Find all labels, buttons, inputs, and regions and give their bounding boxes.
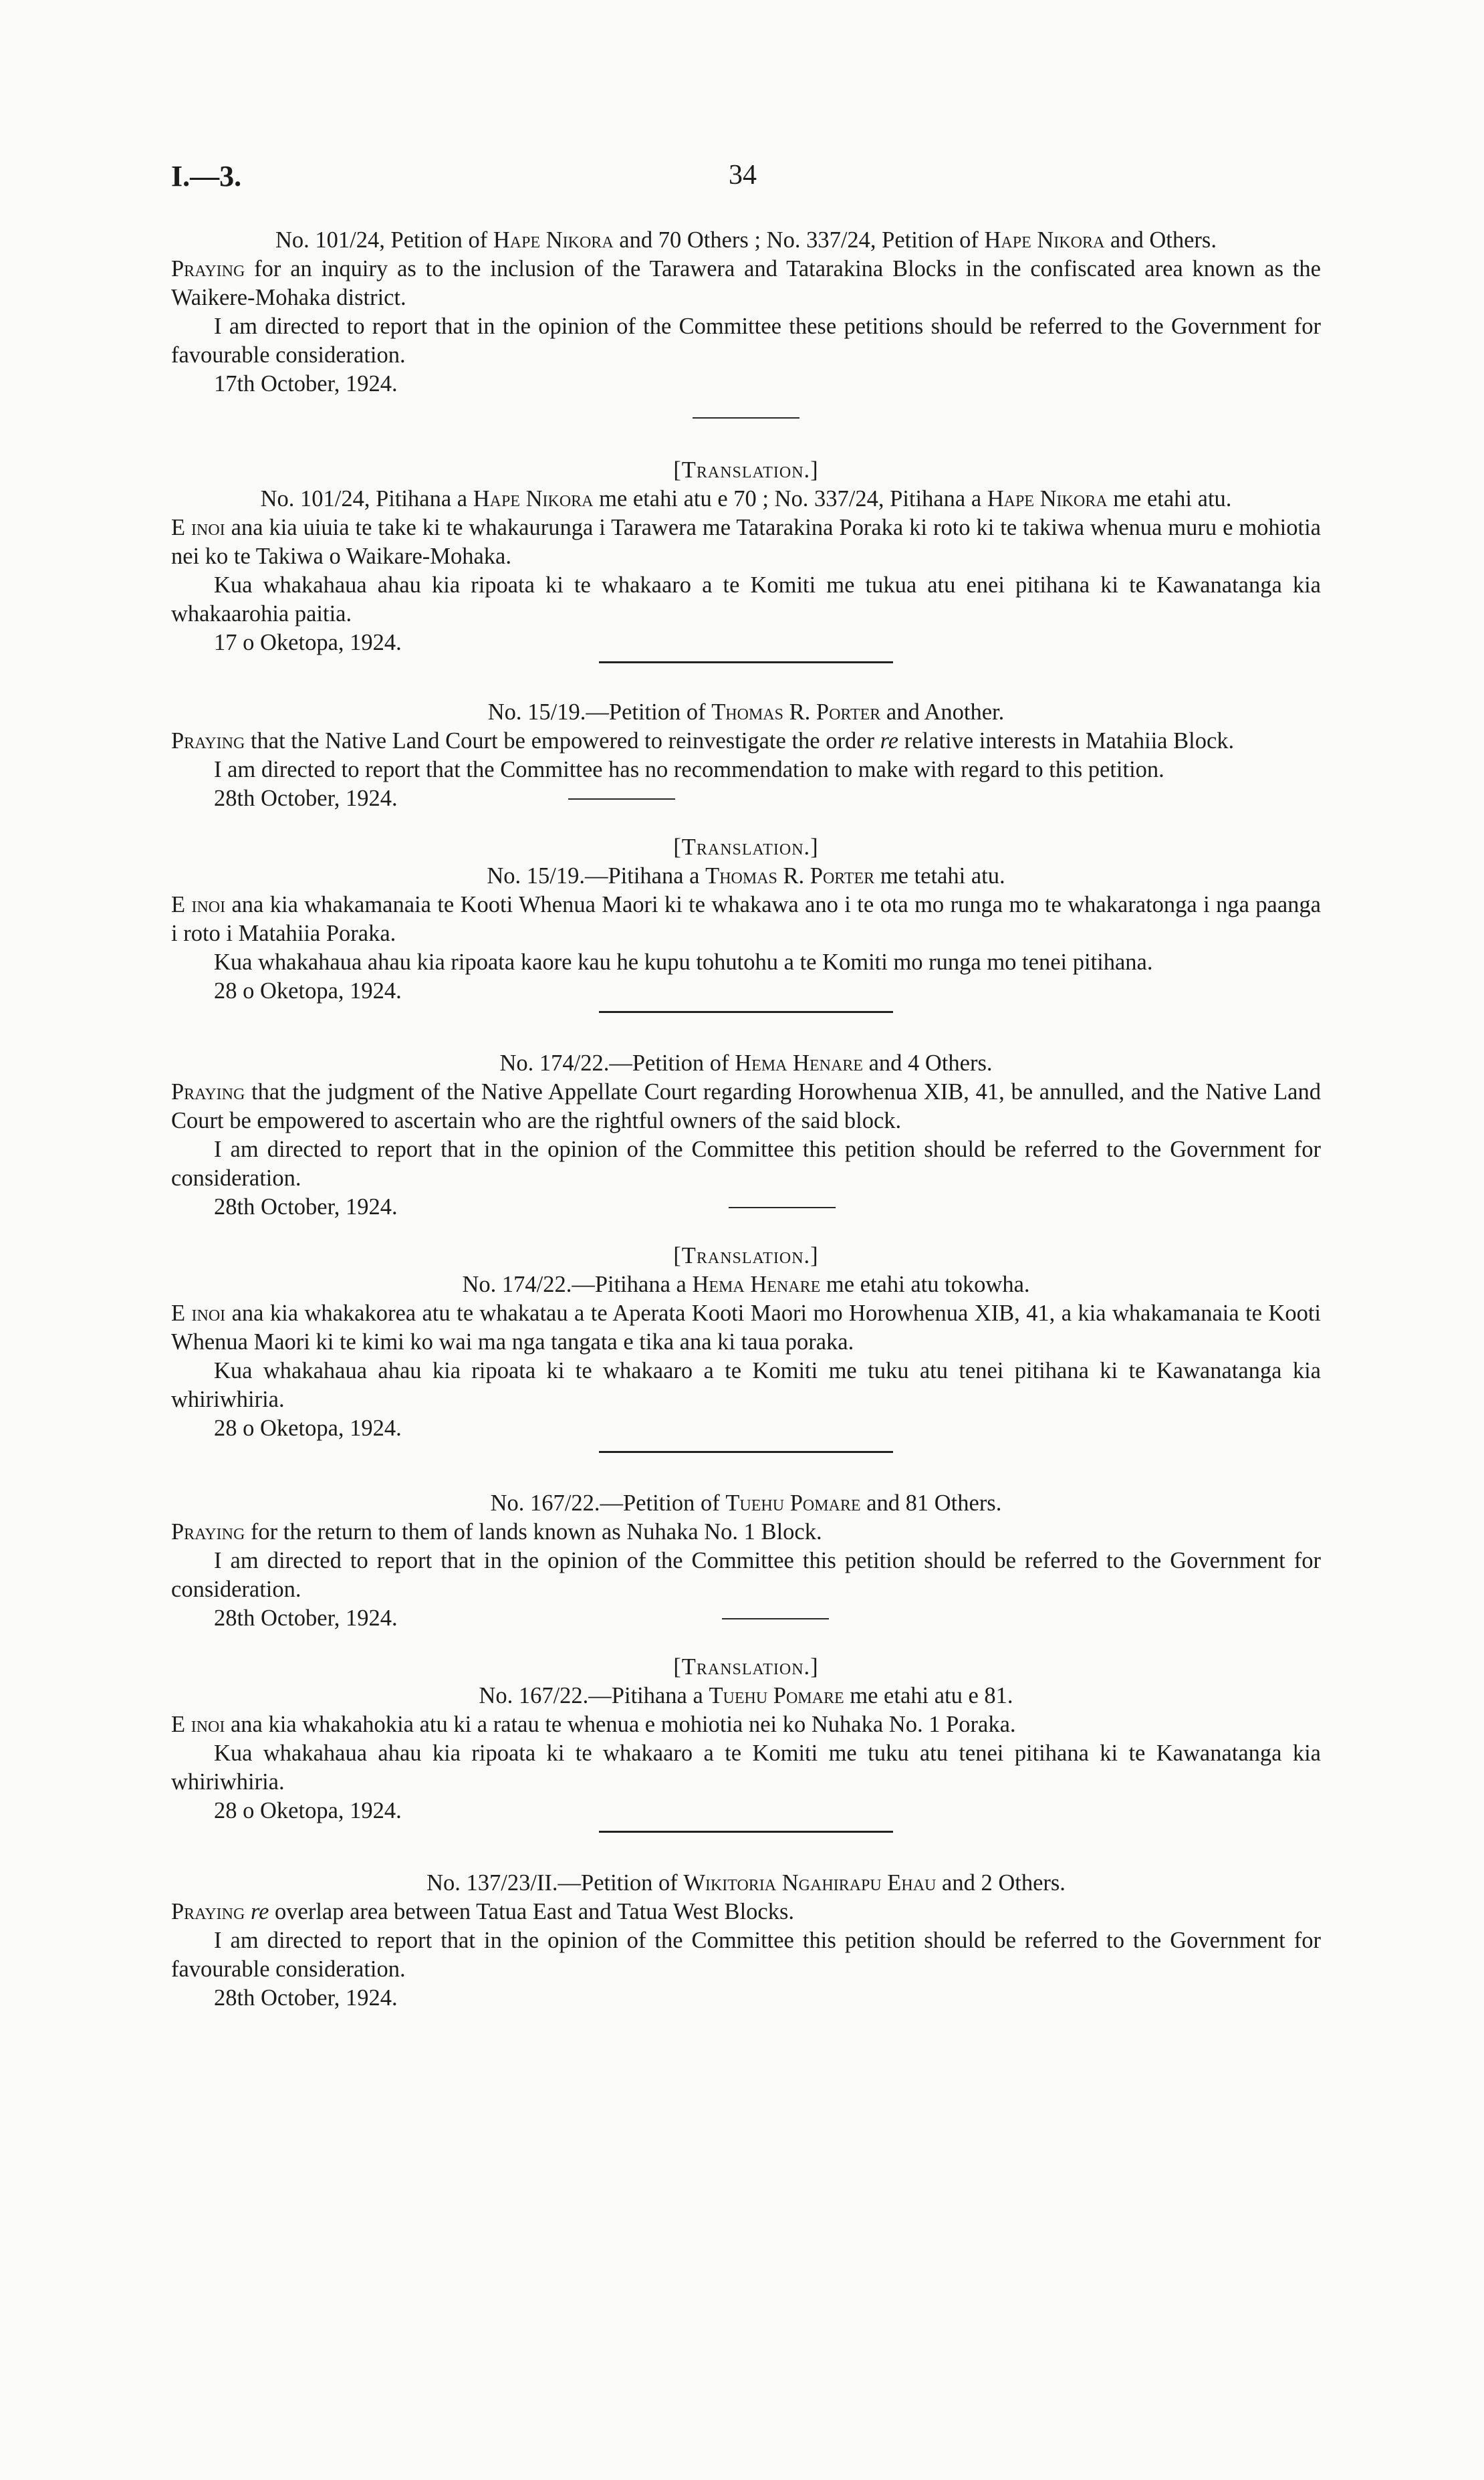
section-divider-short <box>568 798 675 800</box>
translation-section <box>171 1242 1321 1443</box>
report-date: 17th October, 1924. <box>214 371 398 397</box>
report-paragraph: I am directed to report that in the opinion of the Committee this petition should be referred to the Government for favourable consideration. <box>171 1928 1321 1982</box>
petition-title: No. 101/24, Pitihana a Hape Nikora me etahi atu e 70 ; No. 337/24, Pitihana a Hape Nikora me etahi atu. <box>260 486 1232 512</box>
section-divider-short <box>722 1618 829 1619</box>
report-date: 17 o Oketopa, 1924. <box>214 630 402 655</box>
report-date: 28 o Oketopa, 1924. <box>214 978 402 1004</box>
report-date: 28 o Oketopa, 1924. <box>214 1798 402 1823</box>
report-paragraph: I am directed to report that in the opinion of the Committee this petition should be referred to the Government for consideration. <box>171 1137 1321 1191</box>
praying-paragraph: Praying for the return to them of lands known as Nuhaka No. 1 Block. <box>171 1519 822 1545</box>
report-paragraph: Kua whakahaua ahau kia ripoata ki te whakaaro a te Komiti me tuku atu tenei pitihana ki te Kawanatanga kia whiriwhiria. <box>171 1358 1321 1412</box>
petition-title: No. 15/19.—Pitihana a Thomas R. Porter me tetahi atu. <box>487 863 1005 889</box>
report-paragraph: Kua whakahaua ahau kia ripoata ki te whakaaro a te Komiti me tukua atu enei pitihana ki te Kawanatanga kia whakaarohia paitia. <box>171 572 1321 627</box>
petition-title: No. 101/24, Petition of Hape Nikora and 70 Others ; No. 337/24, Petition of Hape Nikora and Others. <box>275 227 1217 253</box>
praying-paragraph: E inoi ana kia whakahokia atu ki a ratau te whenua e mohiotia nei ko Nuhaka No. 1 Poraka. <box>171 1712 1016 1737</box>
praying-paragraph: Praying for an inquiry as to the inclusion of the Tarawera and Tatarakina Blocks in the confiscated area known as the Waikere-Mohaka district. <box>171 256 1321 310</box>
translation-section <box>171 456 1321 657</box>
petition-section <box>171 1869 1321 2013</box>
report-date: 28th October, 1924. <box>214 1985 398 2011</box>
petition-title: No. 137/23/II.—Petition of Wikitoria Ngahirapu Ehau and 2 Others. <box>426 1870 1066 1896</box>
translation-label: [Translation.] <box>673 1243 819 1268</box>
translation-section <box>171 833 1321 1006</box>
petition-title: No. 174/22.—Petition of Hema Henare and 4 Others. <box>499 1050 993 1076</box>
petition-title: No. 174/22.—Pitihana a Hema Henare me etahi atu tokowha. <box>462 1272 1030 1297</box>
translation-section <box>171 1653 1321 1825</box>
praying-paragraph: E inoi ana kia whakakorea atu te whakatau a te Aperata Kooti Maori mo Horowhenua XIB, 41, a kia whakamanaia te Kooti Whenua Maori ki te kimi ko wai ma nga tangata e tika ana ki taua poraka. <box>171 1301 1321 1355</box>
petition-section <box>171 1489 1321 1633</box>
document-reference: I.—3. <box>171 160 242 193</box>
report-date: 28th October, 1924. <box>214 786 398 811</box>
report-date: 28 o Oketopa, 1924. <box>214 1416 402 1441</box>
praying-paragraph: Praying re overlap area between Tatua East and Tatua West Blocks. <box>171 1899 795 1924</box>
document-body <box>171 226 1321 2013</box>
praying-paragraph: Praying that the judgment of the Native Appellate Court regarding Horowhenua XIB, 41, be annulled, and the Native Land Court be empowered to ascertain who are the rightful owners of the said block. <box>171 1079 1321 1133</box>
petition-title: No. 15/19.—Petition of Thomas R. Porter and Another. <box>487 699 1005 725</box>
translation-label: [Translation.] <box>673 834 819 860</box>
petition-section <box>171 1049 1321 1222</box>
praying-paragraph: E inoi ana kia whakamanaia te Kooti Whenua Maori ki te whakawa ano i te ota mo runga mo te whakaratonga i nga paanga i roto i Matahiia Poraka. <box>171 892 1321 946</box>
petition-section <box>171 698 1321 813</box>
report-paragraph: I am directed to report that in the opinion of the Committee these petitions should be referred to the Government for favourable consideration. <box>171 314 1321 368</box>
page-header <box>171 159 1321 199</box>
report-paragraph: Kua whakahaua ahau kia ripoata ki te whakaaro a te Komiti me tuku atu tenei pitihana ki te Kawanatanga kia whiriwhiria. <box>171 1740 1321 1795</box>
report-paragraph: I am directed to report that in the opinion of the Committee this petition should be referred to the Government for consideration. <box>171 1548 1321 1602</box>
report-date: 28th October, 1924. <box>214 1194 398 1220</box>
petition-title: No. 167/22.—Pitihana a Tuehu Pomare me etahi atu e 81. <box>479 1683 1013 1708</box>
petition-section <box>171 226 1321 399</box>
report-date: 28th October, 1924. <box>214 1605 398 1631</box>
translation-label: [Translation.] <box>673 457 819 483</box>
praying-paragraph: E inoi ana kia uiuia te take ki te whakaurunga i Tarawera me Tatarakina Poraka ki roto ki te takiwa whenua muru e mohiotia nei ko te Takiwa o Waikare-Mohaka. <box>171 515 1321 569</box>
section-divider-short <box>729 1207 836 1208</box>
praying-paragraph: Praying that the Native Land Court be empowered to reinvestigate the order re relative interests in Matahiia Block. <box>171 728 1235 754</box>
page-number: 34 <box>729 160 757 191</box>
report-paragraph: Kua whakahaua ahau kia ripoata kaore kau he kupu tohutohu a te Komiti mo runga mo tenei pitihana. <box>214 949 1153 975</box>
petition-title: No. 167/22.—Petition of Tuehu Pomare and 81 Others. <box>490 1490 1002 1516</box>
report-paragraph: I am directed to report that the Committee has no recommendation to make with regard to this petition. <box>214 757 1164 782</box>
translation-label: [Translation.] <box>673 1654 819 1680</box>
